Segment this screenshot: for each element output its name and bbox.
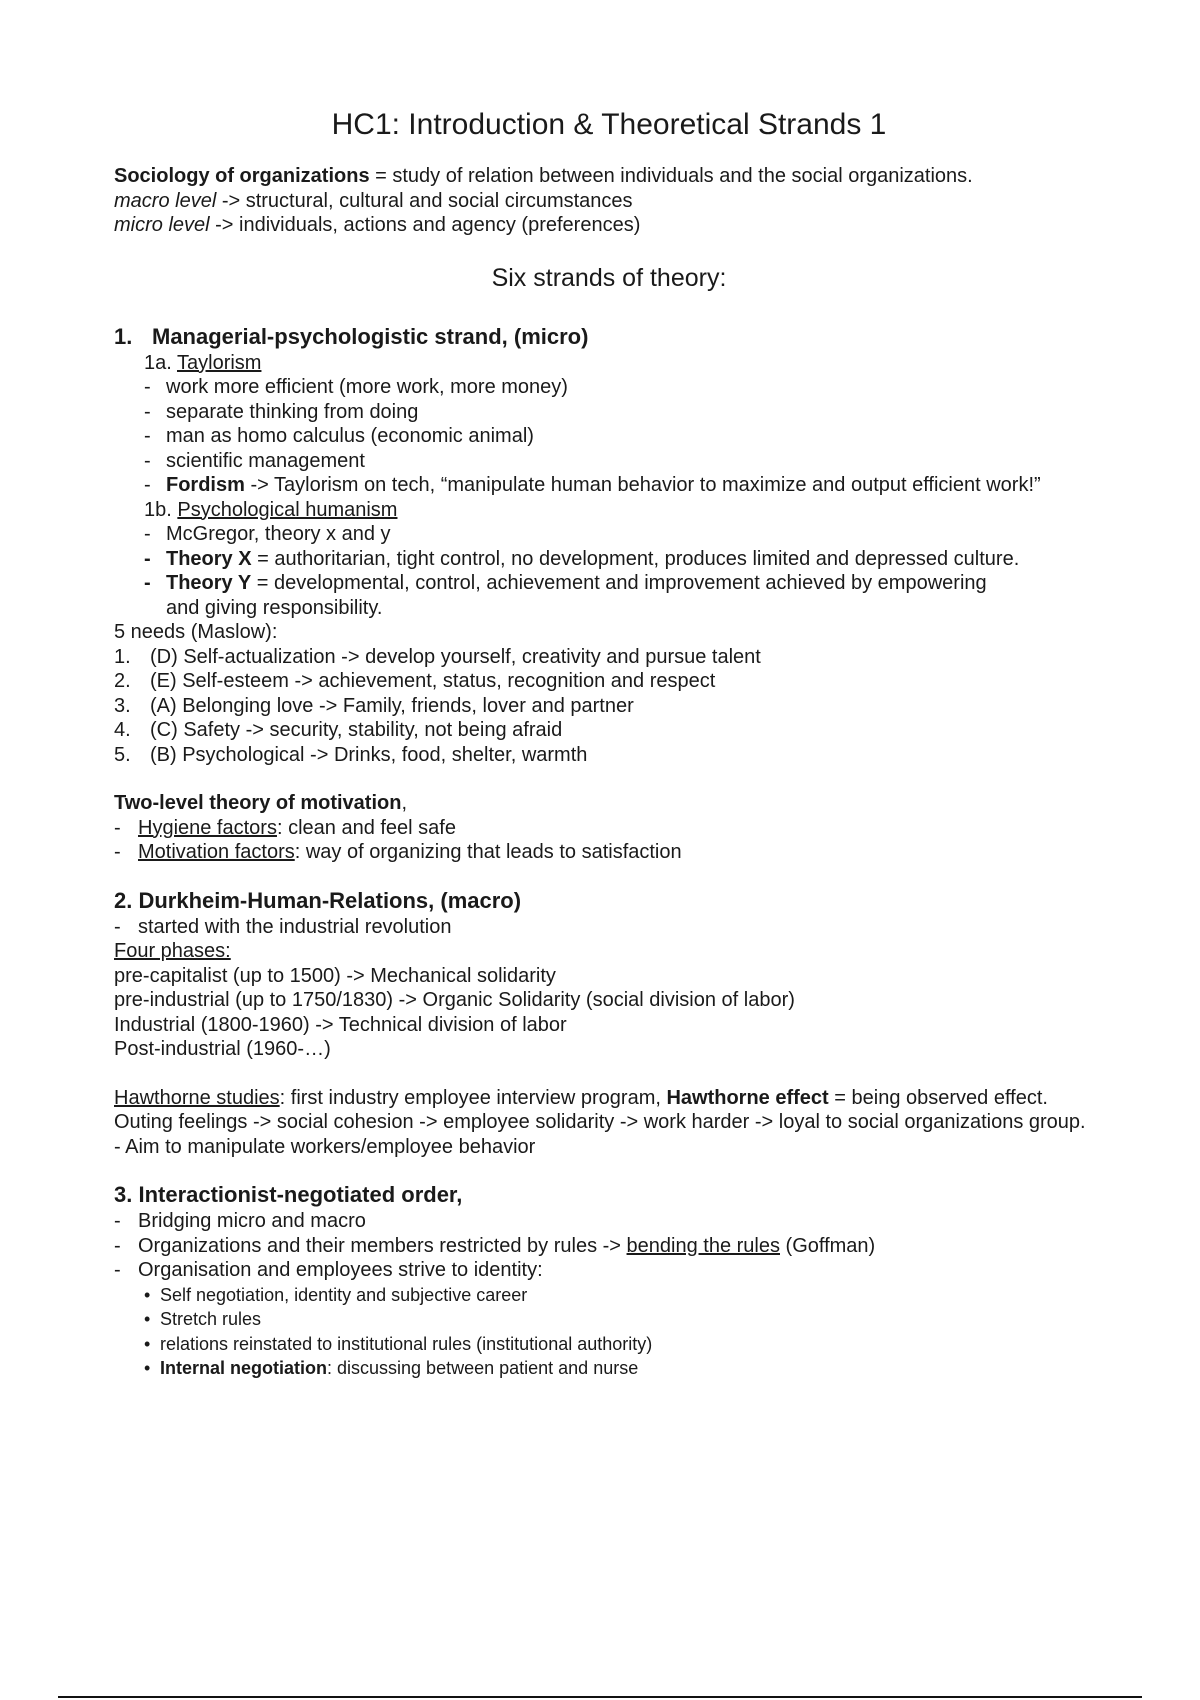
list-item-text: scientific management — [166, 449, 365, 472]
list-item — [114, 400, 1104, 425]
bullet-item — [114, 1332, 1104, 1357]
motivation-text: : way of organizing that leads to satisfaction — [294, 841, 682, 863]
micro-text: -> individuals, actions and agency (preferences) — [209, 214, 641, 236]
macro-term: macro level — [114, 189, 217, 212]
needs-item — [114, 669, 1104, 694]
fordism-term: Fordism — [166, 474, 245, 496]
dash-glyph: - — [114, 1210, 121, 1232]
internal-negotiation-text: : discussing between patient and nurse — [327, 1358, 639, 1378]
needs-number: 4. — [114, 719, 131, 741]
bullet-text: Stretch rules — [160, 1309, 262, 1329]
theory-x-item — [114, 547, 1104, 572]
aim-line: - Aim to manipulate workers/employee behavior — [114, 1135, 536, 1158]
dash-glyph: - — [114, 816, 121, 839]
dash-glyph: - — [114, 1234, 121, 1257]
theory-y-item — [114, 571, 1104, 620]
footer-rule — [58, 1696, 1142, 1698]
section-1-title: Managerial-psychologistic strand, (micro) — [152, 323, 589, 349]
motivation-item — [114, 840, 1104, 865]
bullet-glyph: • — [144, 1309, 151, 1329]
theory-y-term: Theory Y — [166, 572, 252, 594]
micro-term: micro level — [114, 214, 210, 236]
dash-glyph: - — [144, 523, 151, 545]
fordism-text: -> Taylorism on tech, “manipulate human behavior to maximize and output efficient work!” — [244, 474, 1041, 496]
hawthorne-paragraph — [114, 1086, 1104, 1135]
list-item — [114, 449, 1104, 474]
list-item-text: separate thinking from doing — [166, 400, 419, 423]
dash-glyph: - — [144, 376, 151, 398]
bullet-text: relations reinstated to institutional rules (institutional authority) — [160, 1333, 653, 1354]
needs-item — [114, 694, 1104, 719]
section-subtitle: Six strands of theory: — [491, 263, 727, 292]
needs-text: (A) Belonging love -> Family, friends, lover and partner — [150, 694, 634, 717]
needs-text: (C) Safety -> security, stability, not being afraid — [150, 719, 563, 741]
hawthorne-effect-text: = being observed effect. Outing feelings -> social cohesion -> employee solidarity -> work harder -> loyal to social organizations group. — [114, 1086, 1086, 1133]
list-item-text: Organizations and their members restricted by rules -> — [138, 1234, 627, 1257]
definition-text: = study of relation between individuals and the social organizations. — [369, 165, 973, 187]
hawthorne-term: Hawthorne studies — [114, 1086, 280, 1109]
dash-glyph: - — [114, 841, 121, 863]
spacer — [114, 1159, 1104, 1181]
list-item — [114, 375, 1104, 400]
internal-negotiation-term: Internal negotiation — [160, 1358, 328, 1378]
hygiene-text: : clean and feel safe — [276, 816, 456, 839]
list-item-text: started with the industrial revolution — [138, 915, 452, 938]
taylorism-prefix: 1a. — [144, 351, 177, 374]
two-level-text: , — [401, 792, 407, 814]
section-3-heading: 3. Interactionist-negotiated order, — [114, 1182, 463, 1207]
bullet-glyph: • — [144, 1333, 151, 1354]
phases-label: Four phases: — [114, 940, 231, 962]
needs-number: 3. — [114, 694, 131, 717]
list-item-text: (Goffman) — [780, 1234, 876, 1257]
phase-item: Post-industrial (1960-…) — [114, 1038, 331, 1060]
bullet-glyph: • — [144, 1284, 151, 1305]
humanism-label: Psychological humanism — [177, 498, 398, 521]
list-item-text: man as homo calculus (economic animal) — [166, 425, 534, 447]
dash-glyph: - — [144, 400, 151, 423]
needs-number: 5. — [114, 743, 131, 766]
section-1-number: 1. — [114, 323, 133, 349]
two-level-heading — [114, 791, 1104, 816]
needs-number: 2. — [114, 670, 131, 692]
theory-x-text: = authoritarian, tight control, no development, produces limited and depressed culture. — [251, 547, 1020, 570]
list-item — [114, 915, 1104, 940]
list-item-text: Organisation and employees strive to identity: — [138, 1259, 543, 1281]
fordism-item — [114, 473, 1104, 498]
spacer — [114, 767, 1104, 791]
needs-item — [114, 718, 1104, 743]
taylorism-label: Taylorism — [177, 351, 262, 374]
list-item — [114, 1209, 1104, 1234]
list-item — [114, 1258, 1104, 1283]
needs-label: 5 needs (Maslow): — [114, 621, 278, 643]
two-level-term: Two-level theory of motivation — [114, 792, 402, 814]
bullet-item — [114, 1283, 1104, 1308]
needs-text: (D) Self-actualization -> develop yourself, creativity and pursue talent — [150, 645, 761, 668]
hygiene-term: Hygiene factors — [138, 816, 277, 839]
dash-glyph: - — [144, 572, 151, 594]
humanism-prefix: 1b. — [144, 498, 178, 521]
hawthorne-effect-term: Hawthorne effect — [666, 1086, 829, 1109]
dash-glyph: - — [144, 425, 151, 447]
list-item-text: work more efficient (more work, more money) — [166, 376, 568, 398]
hygiene-item — [114, 816, 1104, 841]
phase-item: Industrial (1800-1960) -> Technical division of labor — [114, 1013, 567, 1036]
bullet-glyph: • — [144, 1358, 151, 1378]
dash-glyph: - — [144, 474, 151, 496]
theory-x-term: Theory X — [166, 547, 252, 570]
page-title: HC1: Introduction & Theoretical Strands 1 — [331, 108, 887, 141]
list-item — [114, 1234, 1104, 1259]
dash-glyph: - — [114, 915, 121, 938]
phase-item: pre-capitalist (up to 1500) -> Mechanical solidarity — [114, 964, 556, 987]
dash-glyph: - — [144, 547, 151, 570]
list-item — [114, 522, 1104, 547]
needs-item — [114, 645, 1104, 670]
macro-text: -> structural, cultural and social circumstances — [216, 189, 633, 212]
dash-glyph: - — [114, 1259, 121, 1281]
definition-term: Sociology of organizations — [114, 165, 370, 187]
spacer — [114, 865, 1104, 887]
humanism-heading — [114, 498, 1104, 523]
bullet-item — [114, 1356, 1104, 1381]
motivation-term: Motivation factors — [138, 841, 295, 863]
needs-item — [114, 743, 1104, 768]
list-item-text: McGregor, theory x and y — [166, 523, 391, 545]
needs-text: (E) Self-esteem -> achievement, status, recognition and respect — [150, 670, 716, 692]
dash-glyph: - — [144, 449, 151, 472]
bullet-item — [114, 1307, 1104, 1332]
theory-y-text: = developmental, control, achievement and improvement achieved by empowering and giving responsibility. — [166, 572, 987, 619]
phase-item: pre-industrial (up to 1750/1830) -> Organic Solidarity (social division of labor) — [114, 989, 795, 1011]
list-item — [114, 424, 1104, 449]
section-2-heading: 2. Durkheim-Human-Relations, (macro) — [114, 887, 522, 913]
list-item-text: Bridging micro and macro — [138, 1210, 366, 1232]
taylorism-heading — [114, 351, 1104, 376]
document-page — [114, 108, 1104, 1381]
needs-number: 1. — [114, 645, 131, 668]
intro-macro — [114, 189, 1104, 214]
hawthorne-text: : first industry employee interview program, — [279, 1086, 667, 1109]
needs-text: (B) Psychological -> Drinks, food, shelter, warmth — [150, 743, 588, 766]
bullet-text: Self negotiation, identity and subjective career — [160, 1284, 528, 1305]
intro-definition — [114, 164, 1104, 189]
bending-rules-term: bending the rules — [626, 1234, 780, 1257]
intro-micro — [114, 213, 1104, 238]
spacer — [114, 1062, 1104, 1086]
section-1-heading — [114, 323, 1104, 351]
